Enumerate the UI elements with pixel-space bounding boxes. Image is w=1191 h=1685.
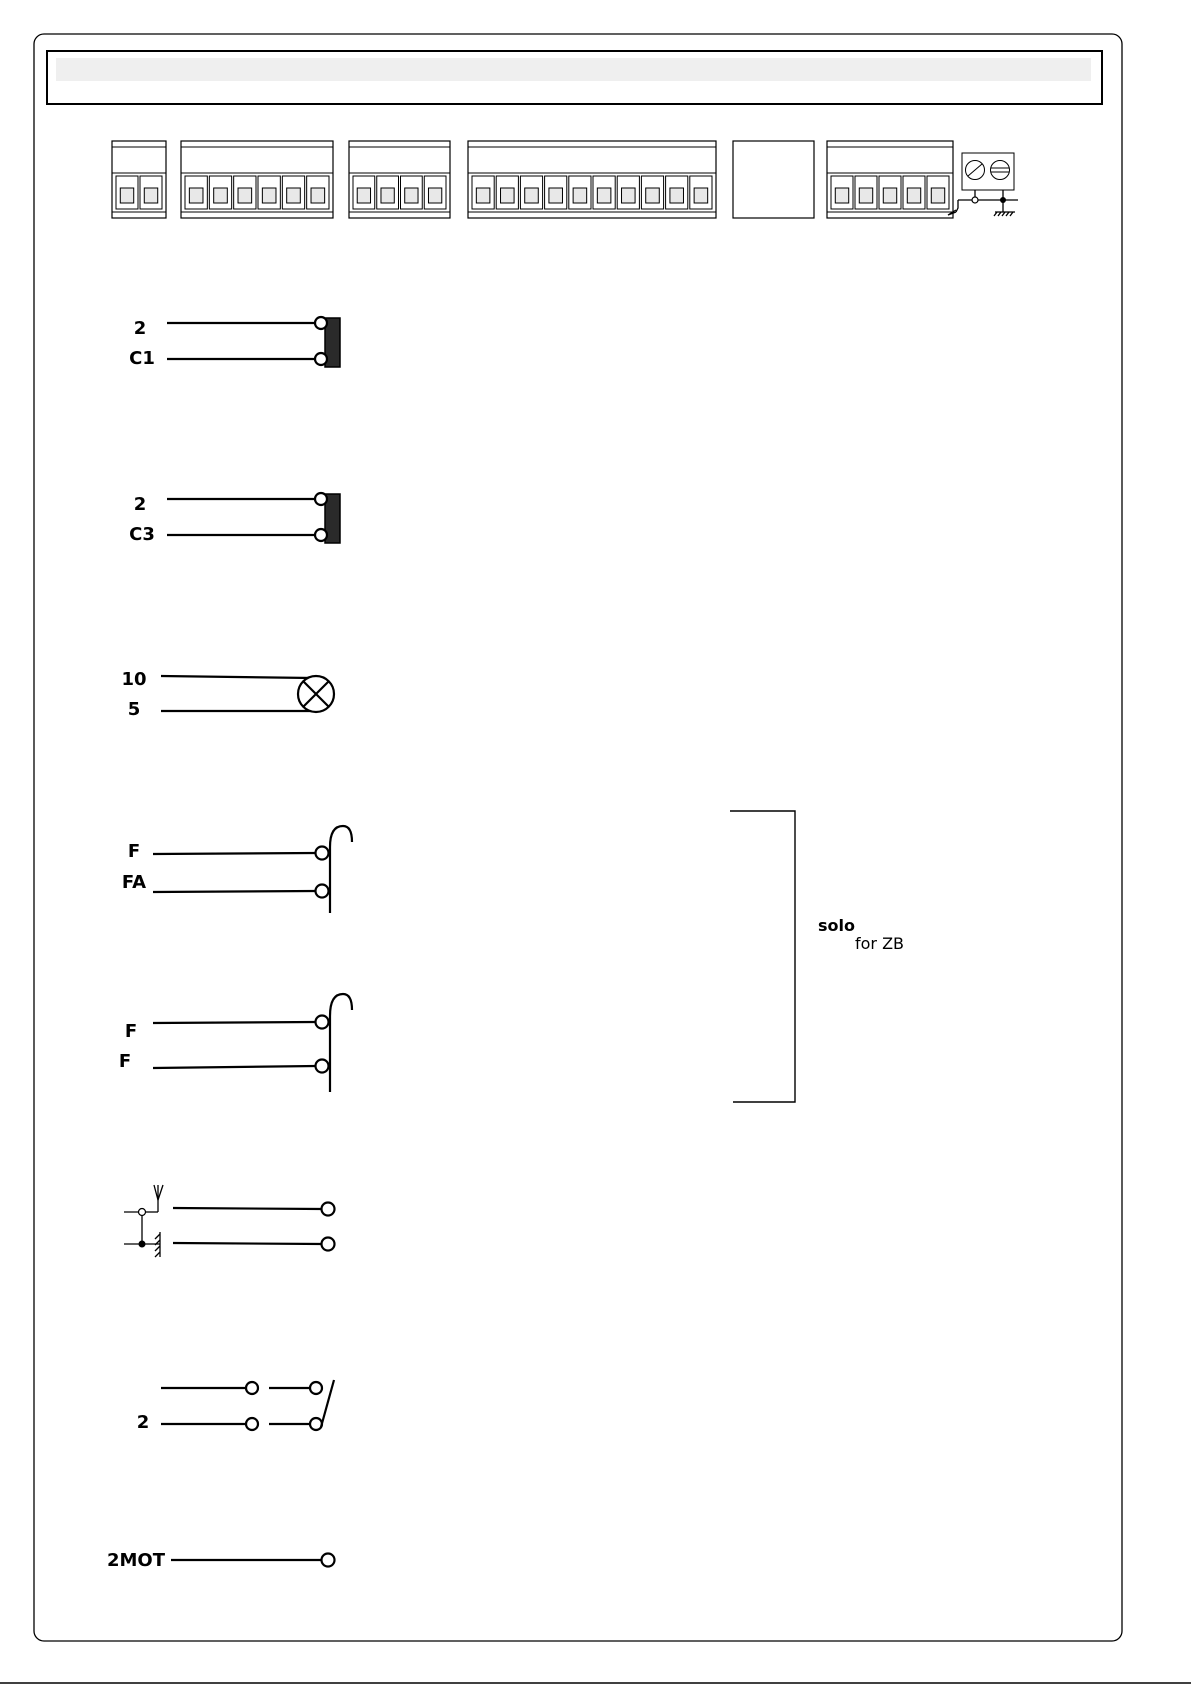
terminal-block <box>468 141 716 218</box>
label-2: 2 <box>133 494 147 515</box>
label-f: F <box>127 841 141 862</box>
terminal-pin <box>116 176 138 209</box>
label-10: 10 <box>121 669 147 690</box>
terminal-pin <box>209 176 231 209</box>
terminal-pin <box>690 176 712 209</box>
terminal-pin <box>666 176 688 209</box>
terminal-pin <box>307 176 329 209</box>
terminal-pin <box>185 176 207 209</box>
bracket-note <box>730 811 904 1102</box>
terminal-pin <box>401 176 423 209</box>
terminal-pin <box>569 176 591 209</box>
terminal-pin <box>424 176 446 209</box>
terminal-pin <box>472 176 494 209</box>
label-f: F <box>118 1051 132 1072</box>
terminal-pin <box>879 176 901 209</box>
switch-diagram <box>137 1380 334 1433</box>
note-for-zb: for ZB <box>855 934 905 953</box>
note-solo: solo <box>818 916 855 935</box>
terminal-block <box>349 141 450 218</box>
terminal-pin <box>140 176 162 209</box>
terminal-pin <box>234 176 256 209</box>
motor-diagram <box>107 1550 335 1571</box>
terminal-blocks-row <box>112 141 953 218</box>
antenna-icon <box>330 994 352 1092</box>
label-c1: C1 <box>129 348 155 369</box>
terminal-pin <box>353 176 375 209</box>
label-2: 2 <box>133 318 147 339</box>
terminal-block <box>827 141 953 218</box>
page-frame <box>34 34 1122 1641</box>
lamp-diagram <box>121 669 334 720</box>
terminal-pin <box>520 176 542 209</box>
terminal-pin <box>903 176 925 209</box>
terminal-pin <box>545 176 567 209</box>
terminal-pin <box>855 176 877 209</box>
terminal-pin <box>617 176 639 209</box>
terminal-pin <box>927 176 949 209</box>
terminal-pin <box>641 176 663 209</box>
terminal-pin <box>593 176 615 209</box>
antenna-input-diagram <box>124 1185 335 1257</box>
terminal-pin <box>831 176 853 209</box>
label-c3: C3 <box>129 524 155 545</box>
terminal-block <box>181 141 333 218</box>
label-5: 5 <box>127 699 141 720</box>
label-2: 2 <box>136 1412 150 1433</box>
device-c3-diagram <box>129 493 340 545</box>
terminal-pin <box>282 176 304 209</box>
loop-fa-diagram <box>122 826 352 913</box>
terminal-pin <box>496 176 518 209</box>
terminal-block <box>733 141 814 218</box>
terminal-block <box>112 141 166 218</box>
device-c1-diagram <box>129 317 340 369</box>
terminal-pin <box>258 176 280 209</box>
terminal-pin <box>377 176 399 209</box>
ground-terminal-icon <box>948 153 1018 216</box>
header-shade <box>56 58 1091 81</box>
label-fa: FA <box>121 872 147 893</box>
label-f: F <box>124 1021 138 1042</box>
loop-f-diagram <box>119 994 352 1092</box>
antenna-icon <box>330 826 352 913</box>
label-2mot: 2MOT <box>106 1550 166 1571</box>
lamp-icon <box>298 676 334 712</box>
